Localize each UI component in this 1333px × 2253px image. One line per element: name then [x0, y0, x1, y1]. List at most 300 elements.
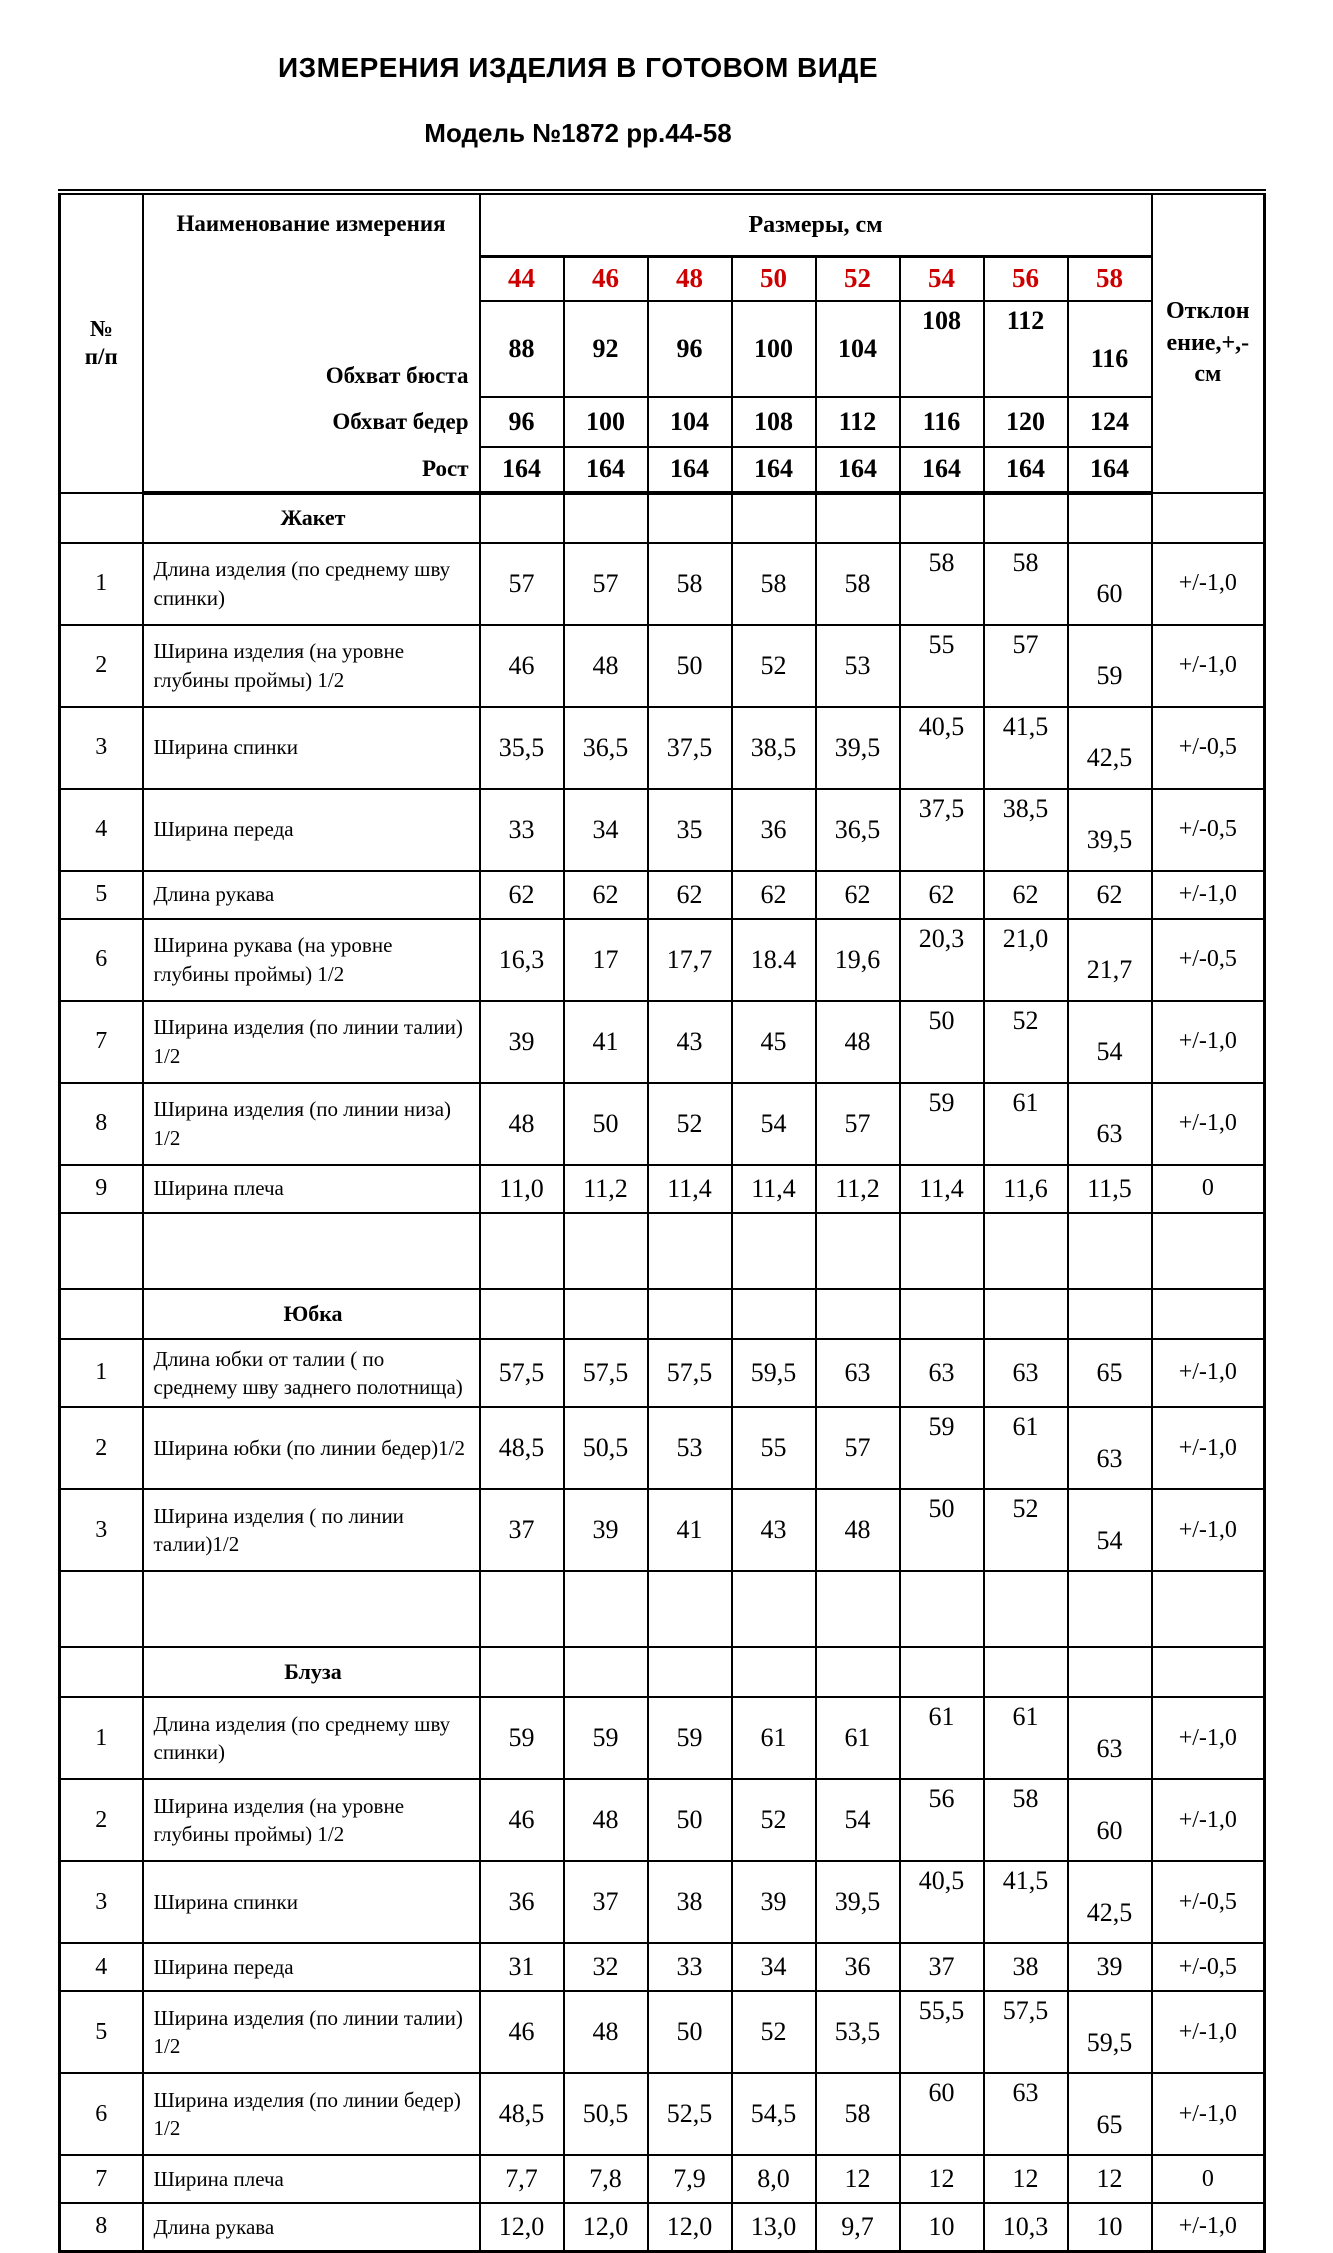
measurement-value-cell: 50,5 [564, 2073, 648, 2155]
measurement-value-cell: 50 [648, 1991, 732, 2073]
hips-value-cell: 108 [732, 397, 816, 447]
deviation-value-cell: +/-0,5 [1152, 789, 1265, 871]
measurement-value-cell: 17 [564, 919, 648, 1001]
measurement-name-cell: Ширина переда [143, 789, 480, 871]
deviation-value-cell: 0 [1152, 2155, 1265, 2203]
measurement-value-cell: 34 [732, 1943, 816, 1991]
measurement-value-cell: 42,5 [1068, 1861, 1152, 1943]
measurement-value-cell: 58 [816, 2073, 900, 2155]
row-number-cell: 8 [60, 2203, 143, 2251]
measurement-value-cell: 63 [1068, 1697, 1152, 1779]
section-header-row [60, 1289, 1265, 1339]
section-num-cell [60, 1647, 143, 1697]
measurement-value-cell: 46 [480, 1991, 564, 2073]
header-name-spacer-cell [143, 257, 480, 301]
measurement-row [60, 789, 1265, 871]
measurement-name-cell: Ширина спинки [143, 1861, 480, 1943]
deviation-value-cell: +/-1,0 [1152, 1001, 1265, 1083]
measurement-value-cell: 37 [480, 1489, 564, 1571]
row-number-cell: 7 [60, 1001, 143, 1083]
measurement-row [60, 2155, 1265, 2203]
section-empty-cell [732, 1289, 816, 1339]
measurement-name-cell: Длина юбки от талии ( по среднему шву заднего полотнища) [143, 1339, 480, 1408]
header-row-hips [60, 397, 1265, 447]
measurement-value-cell: 58 [732, 543, 816, 625]
num-header-line2: п/п [84, 344, 118, 370]
deviation-value-cell: +/-1,0 [1152, 2203, 1265, 2251]
measurement-value-cell: 33 [480, 789, 564, 871]
deviation-header-line2: ение,+,- [1166, 329, 1250, 356]
measurement-row [60, 1779, 1265, 1861]
section-title: Жакет [143, 493, 480, 543]
measurement-value-cell: 61 [900, 1697, 984, 1779]
column-header-name: Наименование измерения [143, 192, 480, 257]
section-empty-cell [1068, 493, 1152, 543]
document-title: ИЗМЕРЕНИЯ ИЗДЕЛИЯ В ГОТОВОМ ВИДЕ [277, 52, 879, 83]
measurement-value-cell: 50 [648, 1779, 732, 1861]
header-row-height [60, 447, 1265, 493]
measurement-value-cell: 62 [648, 871, 732, 919]
deviation-value-cell: +/-1,0 [1152, 1697, 1265, 1779]
measurement-value-cell: 11,2 [816, 1165, 900, 1213]
measurement-value-cell: 50 [564, 1083, 648, 1165]
table-header [60, 192, 1265, 493]
measurement-name-cell: Ширина изделия (на уровне глубины проймы) 1/2 [143, 1779, 480, 1861]
measurement-value-cell: 62 [732, 871, 816, 919]
measurement-value-cell: 7,8 [564, 2155, 648, 2203]
deviation-value-cell: +/-0,5 [1152, 919, 1265, 1001]
measurement-value-cell: 38,5 [984, 789, 1068, 871]
section-num-cell [60, 1289, 143, 1339]
section-empty-cell [1152, 1647, 1265, 1697]
row-number-cell: 1 [60, 543, 143, 625]
measurement-value-cell: 8,0 [732, 2155, 816, 2203]
measurement-value-cell: 58 [984, 1779, 1068, 1861]
hips-value-cell: 100 [564, 397, 648, 447]
measurement-value-cell: 54 [732, 1083, 816, 1165]
section-spacer-row [60, 1213, 1265, 1289]
measurement-value-cell: 62 [900, 871, 984, 919]
measurement-value-cell: 52,5 [648, 2073, 732, 2155]
empty-value-cell [564, 1571, 648, 1647]
bust-value-cell: 112 [984, 301, 1068, 397]
measurement-name-cell: Длина изделия (по среднему шву спинки) [143, 543, 480, 625]
measurement-name-cell: Ширина юбки (по линии бедер)1/2 [143, 1407, 480, 1489]
measurement-value-cell: 59 [564, 1697, 648, 1779]
measurement-value-cell: 55 [900, 625, 984, 707]
empty-deviation-cell [1152, 1213, 1265, 1289]
measurement-value-cell: 12 [1068, 2155, 1152, 2203]
section-empty-cell [984, 493, 1068, 543]
empty-value-cell [816, 1571, 900, 1647]
measurement-row [60, 2203, 1265, 2251]
measurement-value-cell: 12,0 [648, 2203, 732, 2251]
header-row-bust [60, 301, 1265, 397]
measurement-value-cell: 46 [480, 625, 564, 707]
measurement-name-cell: Ширина изделия (по линии низа) 1/2 [143, 1083, 480, 1165]
measurement-row [60, 1083, 1265, 1165]
measurements-table [58, 189, 1266, 2253]
measurement-value-cell: 21,0 [984, 919, 1068, 1001]
measurement-value-cell: 58 [648, 543, 732, 625]
measurement-value-cell: 54,5 [732, 2073, 816, 2155]
measurement-value-cell: 55 [732, 1407, 816, 1489]
empty-name-cell [143, 1213, 480, 1289]
row-number-cell: 3 [60, 707, 143, 789]
measurement-value-cell: 10 [900, 2203, 984, 2251]
measurement-value-cell: 39,5 [1068, 789, 1152, 871]
deviation-value-cell: +/-1,0 [1152, 543, 1265, 625]
measurement-value-cell: 60 [900, 2073, 984, 2155]
sizes-group-header: Размеры, см [480, 192, 1152, 257]
measurement-value-cell: 61 [984, 1407, 1068, 1489]
bust-value-cell: 96 [648, 301, 732, 397]
empty-value-cell [1068, 1213, 1152, 1289]
measurement-value-cell: 48,5 [480, 1407, 564, 1489]
deviation-value-cell: +/-1,0 [1152, 1339, 1265, 1408]
measurement-value-cell: 52 [732, 625, 816, 707]
section-title: Блуза [143, 1647, 480, 1697]
measurement-value-cell: 57 [480, 543, 564, 625]
row-number-cell: 6 [60, 2073, 143, 2155]
section-empty-cell [1152, 493, 1265, 543]
row-number-cell: 1 [60, 1339, 143, 1408]
measurement-value-cell: 11,4 [648, 1165, 732, 1213]
measurement-name-cell: Ширина изделия (по линии талии) 1/2 [143, 1991, 480, 2073]
row-number-cell: 6 [60, 919, 143, 1001]
empty-value-cell [900, 1571, 984, 1647]
measurement-name-cell: Ширина плеча [143, 2155, 480, 2203]
measurement-value-cell: 42,5 [1068, 707, 1152, 789]
section-num-cell [60, 493, 143, 543]
hips-value-cell: 96 [480, 397, 564, 447]
row-number-cell: 8 [60, 1083, 143, 1165]
header-row-size-numbers [60, 257, 1265, 301]
height-value-cell: 164 [480, 447, 564, 493]
row-number-cell: 5 [60, 871, 143, 919]
measurement-value-cell: 35 [648, 789, 732, 871]
measurement-value-cell: 46 [480, 1779, 564, 1861]
measurement-value-cell: 39,5 [816, 707, 900, 789]
bust-value-cell: 108 [900, 301, 984, 397]
measurement-value-cell: 48 [564, 1779, 648, 1861]
section-empty-cell [1068, 1289, 1152, 1339]
measurement-value-cell: 61 [984, 1083, 1068, 1165]
measurement-value-cell: 12 [900, 2155, 984, 2203]
hips-value-cell: 124 [1068, 397, 1152, 447]
measurement-value-cell: 36,5 [564, 707, 648, 789]
measurement-value-cell: 62 [984, 871, 1068, 919]
measurement-value-cell: 11,2 [564, 1165, 648, 1213]
measurement-value-cell: 52 [984, 1001, 1068, 1083]
measurement-value-cell: 62 [1068, 871, 1152, 919]
measurement-value-cell: 9,7 [816, 2203, 900, 2251]
row-number-cell: 3 [60, 1861, 143, 1943]
measurement-row [60, 871, 1265, 919]
column-header-deviation [1152, 192, 1265, 493]
section-empty-cell [1068, 1647, 1152, 1697]
empty-value-cell [900, 1213, 984, 1289]
measurement-value-cell: 18.4 [732, 919, 816, 1001]
measurement-row [60, 1991, 1265, 2073]
measurement-value-cell: 54 [1068, 1489, 1152, 1571]
section-empty-cell [480, 1289, 564, 1339]
hips-value-cell: 116 [900, 397, 984, 447]
measurement-name-cell: Ширина изделия (на уровне глубины проймы) 1/2 [143, 625, 480, 707]
measurement-name-cell: Ширина изделия (по линии талии) 1/2 [143, 1001, 480, 1083]
measurement-value-cell: 63 [816, 1339, 900, 1408]
measurement-row [60, 1861, 1265, 1943]
height-value-cell: 164 [900, 447, 984, 493]
measurement-value-cell: 57 [816, 1407, 900, 1489]
deviation-value-cell: +/-1,0 [1152, 625, 1265, 707]
size-column-header: 52 [816, 257, 900, 301]
section-empty-cell [900, 1647, 984, 1697]
measurement-name-cell: Ширина плеча [143, 1165, 480, 1213]
size-column-header: 48 [648, 257, 732, 301]
measurement-name-cell: Длина рукава [143, 2203, 480, 2251]
measurement-value-cell: 11,0 [480, 1165, 564, 1213]
measurement-value-cell: 54 [816, 1779, 900, 1861]
empty-value-cell [732, 1571, 816, 1647]
measurement-value-cell: 50 [648, 625, 732, 707]
section-empty-cell [816, 1647, 900, 1697]
measurement-row [60, 919, 1265, 1001]
measurement-value-cell: 59 [648, 1697, 732, 1779]
measurement-value-cell: 11,4 [732, 1165, 816, 1213]
row-number-cell: 1 [60, 1697, 143, 1779]
measurement-value-cell: 57,5 [984, 1991, 1068, 2073]
deviation-header-line3: см [1194, 360, 1222, 387]
row-number-cell: 2 [60, 1779, 143, 1861]
measurement-value-cell: 41,5 [984, 707, 1068, 789]
measurement-value-cell: 65 [1068, 1339, 1152, 1408]
measurement-value-cell: 52 [984, 1489, 1068, 1571]
size-column-header: 56 [984, 257, 1068, 301]
measurement-value-cell: 57,5 [480, 1339, 564, 1408]
measurement-value-cell: 43 [648, 1001, 732, 1083]
measurement-value-cell: 11,5 [1068, 1165, 1152, 1213]
measurement-value-cell: 34 [564, 789, 648, 871]
deviation-header-line1: Отклон [1166, 298, 1250, 325]
deviation-value-cell: +/-0,5 [1152, 1943, 1265, 1991]
measurement-value-cell: 43 [732, 1489, 816, 1571]
measurement-value-cell: 37 [564, 1861, 648, 1943]
measurement-value-cell: 50 [900, 1001, 984, 1083]
measurement-value-cell: 39 [480, 1001, 564, 1083]
measurement-row [60, 1489, 1265, 1571]
section-empty-cell [564, 1647, 648, 1697]
measurement-value-cell: 57 [564, 543, 648, 625]
height-value-cell: 164 [1068, 447, 1152, 493]
measurement-value-cell: 36 [732, 789, 816, 871]
measurement-value-cell: 11,4 [900, 1165, 984, 1213]
hips-value-cell: 120 [984, 397, 1068, 447]
measurement-value-cell: 61 [816, 1697, 900, 1779]
measurement-value-cell: 12 [984, 2155, 1068, 2203]
empty-num-cell [60, 1571, 143, 1647]
measurement-name-cell: Ширина изделия (по линии бедер) 1/2 [143, 2073, 480, 2155]
measurement-value-cell: 41 [564, 1001, 648, 1083]
section-empty-cell [1152, 1289, 1265, 1339]
empty-value-cell [816, 1213, 900, 1289]
deviation-value-cell: 0 [1152, 1165, 1265, 1213]
measurement-value-cell: 59 [900, 1407, 984, 1489]
column-header-num [60, 192, 143, 493]
measurement-value-cell: 57,5 [564, 1339, 648, 1408]
measurement-value-cell: 50 [900, 1489, 984, 1571]
deviation-value-cell: +/-0,5 [1152, 707, 1265, 789]
measurement-value-cell: 59,5 [1068, 1991, 1152, 2073]
section-empty-cell [564, 493, 648, 543]
empty-value-cell [480, 1571, 564, 1647]
section-empty-cell [480, 1647, 564, 1697]
deviation-value-cell: +/-1,0 [1152, 871, 1265, 919]
measurement-value-cell: 38 [984, 1943, 1068, 1991]
measurement-value-cell: 62 [564, 871, 648, 919]
measurement-name-cell: Ширина рукава (на уровне глубины проймы) 1/2 [143, 919, 480, 1001]
row-number-cell: 4 [60, 789, 143, 871]
row-number-cell: 5 [60, 1991, 143, 2073]
measurement-value-cell: 37,5 [900, 789, 984, 871]
measurement-value-cell: 50,5 [564, 1407, 648, 1489]
height-value-cell: 164 [816, 447, 900, 493]
measurement-value-cell: 48 [480, 1083, 564, 1165]
measurement-row [60, 625, 1265, 707]
measurement-value-cell: 36 [480, 1861, 564, 1943]
measurement-value-cell: 53 [648, 1407, 732, 1489]
measurement-name-cell: Ширина изделия ( по линии талии)1/2 [143, 1489, 480, 1571]
deviation-value-cell: +/-0,5 [1152, 1861, 1265, 1943]
section-empty-cell [480, 493, 564, 543]
row-number-cell: 7 [60, 2155, 143, 2203]
height-value-cell: 164 [732, 447, 816, 493]
measurement-value-cell: 12,0 [564, 2203, 648, 2251]
section-header-row [60, 493, 1265, 543]
empty-value-cell [648, 1213, 732, 1289]
bust-value-cell: 92 [564, 301, 648, 397]
num-header-line1: № [89, 315, 113, 341]
section-spacer-row [60, 1571, 1265, 1647]
hips-label: Обхват бедер [143, 397, 480, 447]
bust-label: Обхват бюста [143, 301, 480, 397]
deviation-value-cell: +/-1,0 [1152, 1489, 1265, 1571]
measurement-value-cell: 17,7 [648, 919, 732, 1001]
empty-value-cell [648, 1571, 732, 1647]
measurement-row [60, 1001, 1265, 1083]
measurement-value-cell: 48 [816, 1489, 900, 1571]
measurement-value-cell: 63 [984, 2073, 1068, 2155]
section-empty-cell [648, 1647, 732, 1697]
measurement-row [60, 543, 1265, 625]
measurement-value-cell: 59 [480, 1697, 564, 1779]
size-column-header: 44 [480, 257, 564, 301]
measurement-value-cell: 38,5 [732, 707, 816, 789]
measurement-value-cell: 38 [648, 1861, 732, 1943]
deviation-value-cell: +/-1,0 [1152, 1779, 1265, 1861]
height-value-cell: 164 [648, 447, 732, 493]
empty-value-cell [1068, 1571, 1152, 1647]
measurement-row [60, 1165, 1265, 1213]
section-title: Юбка [143, 1289, 480, 1339]
measurement-value-cell: 40,5 [900, 1861, 984, 1943]
measurement-value-cell: 63 [1068, 1083, 1152, 1165]
measurement-row [60, 1407, 1265, 1489]
measurement-name-cell: Ширина переда [143, 1943, 480, 1991]
measurement-value-cell: 13,0 [732, 2203, 816, 2251]
measurement-value-cell: 52 [732, 1779, 816, 1861]
measurement-value-cell: 60 [1068, 543, 1152, 625]
empty-value-cell [984, 1213, 1068, 1289]
measurement-value-cell: 63 [984, 1339, 1068, 1408]
hips-value-cell: 112 [816, 397, 900, 447]
measurement-value-cell: 61 [732, 1697, 816, 1779]
measurement-value-cell: 48,5 [480, 2073, 564, 2155]
document-header [58, 52, 1098, 149]
measurement-value-cell: 16,3 [480, 919, 564, 1001]
measurement-value-cell: 60 [1068, 1779, 1152, 1861]
bust-value-cell: 88 [480, 301, 564, 397]
section-empty-cell [900, 493, 984, 543]
size-column-header: 46 [564, 257, 648, 301]
measurement-value-cell: 63 [900, 1339, 984, 1408]
empty-value-cell [564, 1213, 648, 1289]
measurement-value-cell: 12 [816, 2155, 900, 2203]
measurement-value-cell: 48 [564, 1991, 648, 2073]
measurement-value-cell: 33 [648, 1943, 732, 1991]
measurement-value-cell: 58 [816, 543, 900, 625]
measurement-value-cell: 36 [816, 1943, 900, 1991]
measurement-value-cell: 59 [900, 1083, 984, 1165]
size-column-header: 58 [1068, 257, 1152, 301]
measurement-value-cell: 65 [1068, 2073, 1152, 2155]
measurement-value-cell: 20,3 [900, 919, 984, 1001]
row-number-cell: 9 [60, 1165, 143, 1213]
section-empty-cell [732, 493, 816, 543]
measurement-row [60, 707, 1265, 789]
size-column-header: 50 [732, 257, 816, 301]
measurement-value-cell: 31 [480, 1943, 564, 1991]
measurement-value-cell: 48 [816, 1001, 900, 1083]
measurement-value-cell: 63 [1068, 1407, 1152, 1489]
empty-value-cell [480, 1213, 564, 1289]
measurement-value-cell: 37 [900, 1943, 984, 1991]
measurement-value-cell: 55,5 [900, 1991, 984, 2073]
empty-value-cell [984, 1571, 1068, 1647]
measurement-value-cell: 41,5 [984, 1861, 1068, 1943]
measurement-value-cell: 48 [564, 625, 648, 707]
empty-num-cell [60, 1213, 143, 1289]
measurement-value-cell: 7,7 [480, 2155, 564, 2203]
measurement-value-cell: 7,9 [648, 2155, 732, 2203]
measurement-value-cell: 10,3 [984, 2203, 1068, 2251]
measurement-row [60, 1943, 1265, 1991]
section-empty-cell [564, 1289, 648, 1339]
measurement-value-cell: 12,0 [480, 2203, 564, 2251]
height-value-cell: 164 [984, 447, 1068, 493]
measurement-value-cell: 56 [900, 1779, 984, 1861]
measurement-value-cell: 21,7 [1068, 919, 1152, 1001]
empty-deviation-cell [1152, 1571, 1265, 1647]
measurement-value-cell: 52 [732, 1991, 816, 2073]
measurement-value-cell: 40,5 [900, 707, 984, 789]
header-row-sizes-title [60, 192, 1265, 257]
row-number-cell: 2 [60, 625, 143, 707]
measurement-value-cell: 39,5 [816, 1861, 900, 1943]
section-header-row [60, 1647, 1265, 1697]
measurement-value-cell: 61 [984, 1697, 1068, 1779]
row-number-cell: 2 [60, 1407, 143, 1489]
